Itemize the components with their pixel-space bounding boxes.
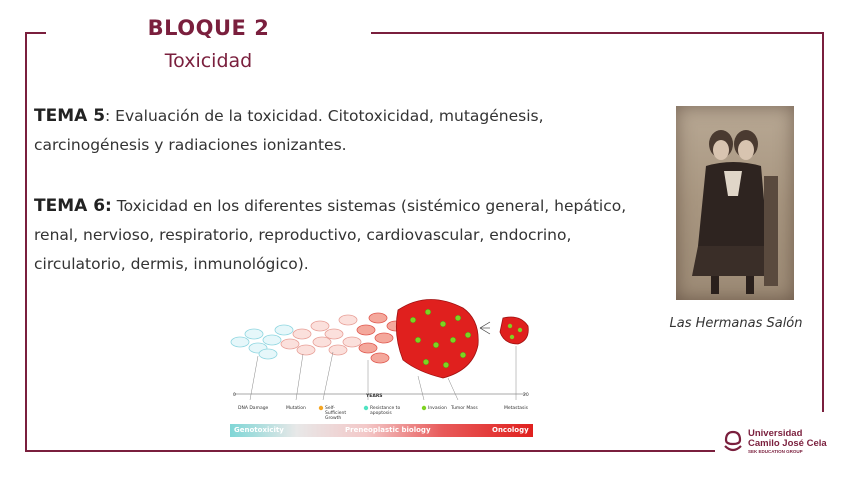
photo-caption: Las Hermanas Salón [669, 316, 803, 331]
tema-6-paragraph [34, 192, 654, 279]
stage-mutation: Mutation [286, 406, 306, 411]
bar-preneoplastic: Preneoplastic biology [345, 426, 431, 434]
carcinogenesis-cells-image [228, 290, 538, 440]
tema-5-label: TEMA 5 [34, 106, 106, 126]
progression-bar [230, 424, 533, 437]
bar-oncology: Oncology [492, 426, 529, 434]
stage-dna-damage: DNA Damage [238, 406, 269, 411]
tema-6-text: Toxicidad en los diferentes sistemas (sistémico general, hepático, renal, nervioso, respiratorio, reproductivo, cardiovascular, endocrino, circulatorio, dermis, inmunológico). [34, 197, 627, 273]
stage-resistance-apoptosis: Resistance to apoptosis [370, 406, 401, 416]
stage-self-sufficient-growth: Self-Sufficient Growth [325, 406, 347, 421]
logo-line-3: SEK EDUCATION GROUP [748, 449, 803, 454]
university-emblem-icon [722, 430, 744, 454]
axis-end-label: 20 [523, 393, 529, 398]
historical-photo [676, 106, 794, 300]
tema-5-paragraph [34, 102, 654, 160]
frame-top-left [25, 32, 46, 34]
tema-5-text: : Evaluación de la toxicidad. Citotoxicidad, mutagénesis, carcinogénesis y radiaciones ionizantes. [34, 107, 544, 154]
frame-top-right [371, 32, 824, 34]
frame-left [25, 32, 27, 452]
bar-genotoxicity: Genotoxicity [234, 426, 284, 434]
tema-6-label: TEMA 6: [34, 196, 112, 216]
section-title: BLOQUE 2 [147, 16, 270, 40]
axis-title: YEARS [366, 394, 383, 399]
axis-start-label: 0 [233, 393, 236, 398]
frame-bottom [25, 450, 715, 452]
stage-metastasis: Metastasis [504, 406, 528, 411]
stage-tumor-mass: Tumor Mass [451, 406, 478, 411]
stage-invasion: Invasion [428, 406, 447, 411]
logo-line-1: Universidad [748, 428, 803, 439]
frame-right [822, 32, 824, 412]
photo-figures-image [676, 106, 794, 300]
carcinogenesis-diagram [228, 290, 538, 440]
university-logo [722, 428, 842, 458]
section-subtitle: Toxicidad [164, 50, 253, 72]
logo-line-2: Camilo José Cela [748, 438, 827, 449]
